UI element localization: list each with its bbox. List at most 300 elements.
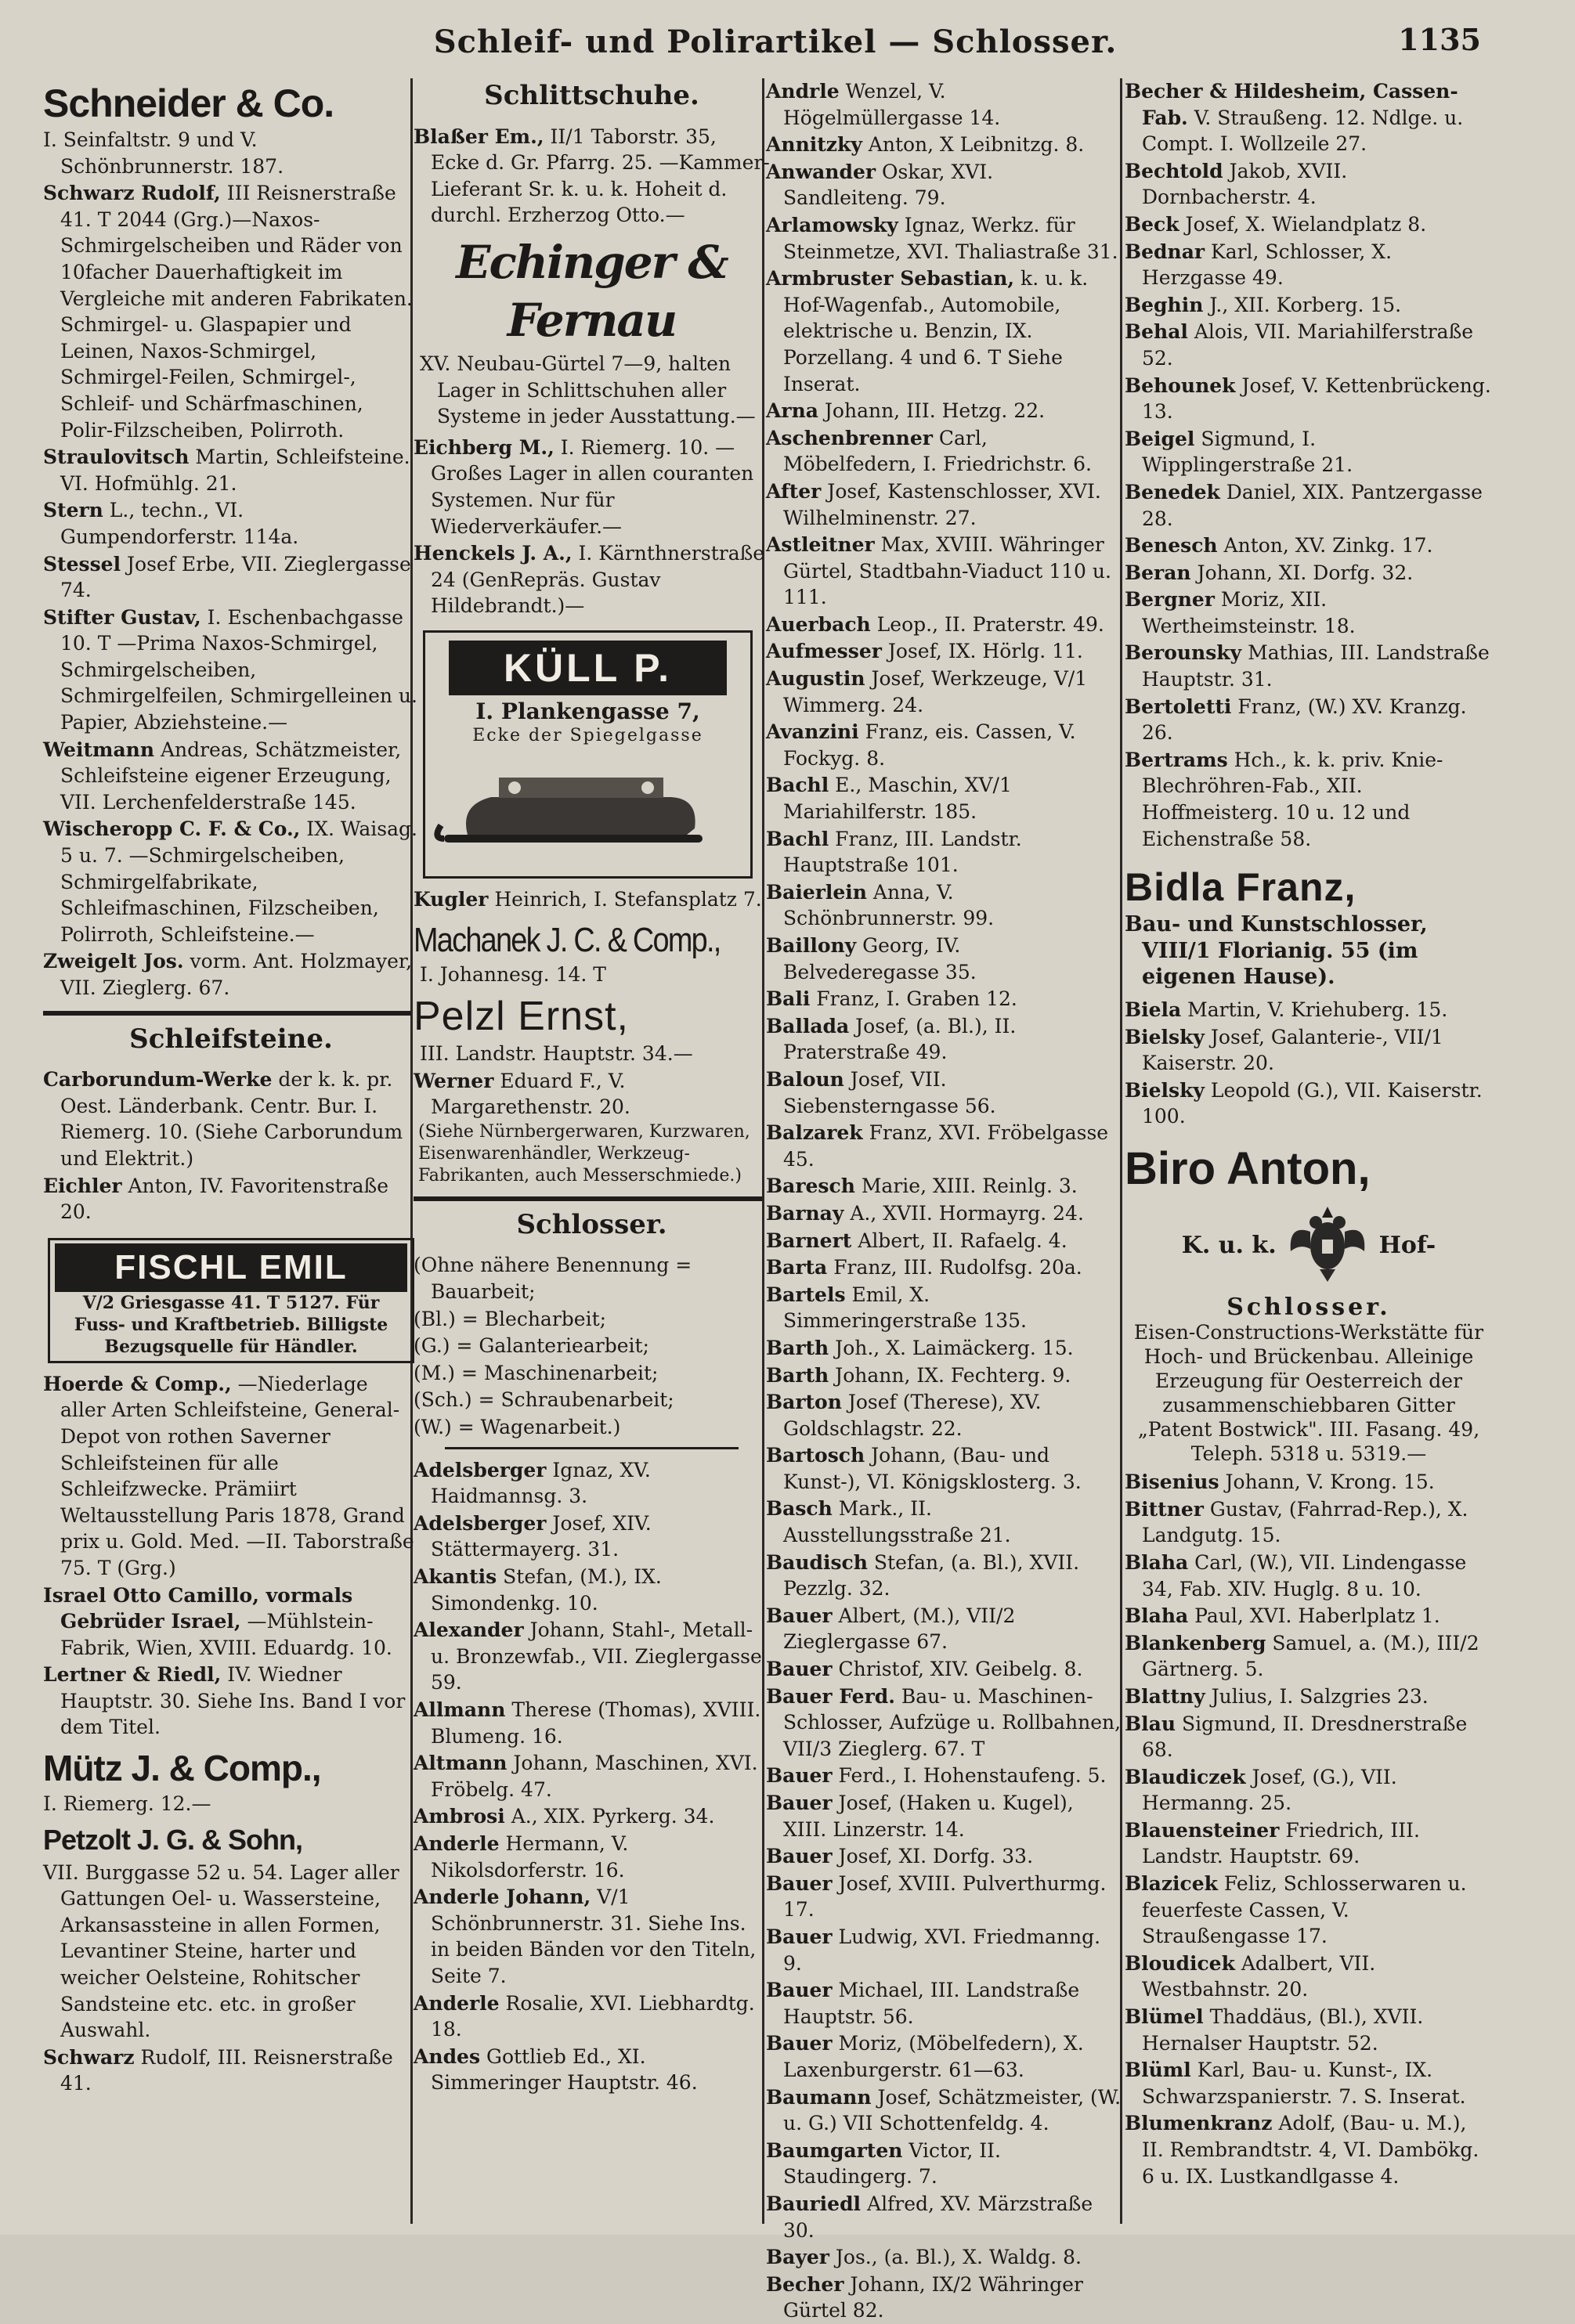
entry-name: Eichler [43, 1174, 122, 1197]
entry-name: Altmann [414, 1752, 508, 1775]
directory-entry [1125, 1683, 1493, 1710]
directory-entry [766, 2138, 1122, 2190]
entry-name: Schwarz [43, 2045, 135, 2069]
directory-entry [1125, 2110, 1493, 2189]
directory-entry [766, 1066, 1122, 1119]
entry-text: Gottlieb Ed., XI. Simmeringer Hauptstr. 46. [431, 2044, 698, 2095]
entry-name: Barth [766, 1336, 829, 1359]
directory-entry [414, 1510, 770, 1563]
entry-text: V/1 Schönbrunnerstr. 31. Siehe Ins. in beiden Bänden vor den Titeln, Seite 7. [431, 1886, 757, 1987]
directory-entry [1125, 1630, 1493, 1683]
entry-name: Blaha [1125, 1550, 1189, 1574]
entry-name: Stifter Gustav, [43, 605, 201, 629]
directory-entry [766, 1871, 1122, 1923]
entry-name: Bergner [1125, 588, 1215, 612]
ad-biro-hof: Hof- [1378, 1231, 1436, 1259]
entry-text: der k. k. pr. Oest. Länderbank. Centr. Bur. I. Riemerg. 10. (Siehe Carborundum und Elektrit.) [60, 1068, 403, 1170]
entry-text: Paul, XVI. Haberlplatz 1. [1188, 1604, 1440, 1628]
directory-entry [43, 497, 419, 550]
directory-entry [1125, 1496, 1493, 1549]
directory-entry [43, 1371, 419, 1582]
entry-text: Heinrich, I. Stefansplatz 7. [488, 887, 762, 911]
directory-entry [1125, 319, 1493, 371]
entry-name: Anwander [766, 160, 876, 183]
entry-text: Sigmund, I. Wipplingerstraße 21. [1142, 427, 1353, 477]
directory-entry [766, 478, 1122, 531]
entry-name: Beck [1125, 212, 1179, 236]
entry-name: Barton [766, 1391, 842, 1414]
entry-name: Bayer [766, 2246, 829, 2269]
divider [445, 1447, 739, 1449]
ad-echinger-text: XV. Neubau-Gürtel 7—9, halten Lager in Schlittschuhen aller Systeme in jeder Ausstattung.— [420, 352, 756, 428]
entry-text: Johann, IX/2 Währinger Gürtel 82. [783, 2272, 1083, 2322]
entry-text: Franz, III. Landstr. Hauptstraße 101. [783, 827, 1022, 877]
entry-text: Rudolf, III. Reisnerstraße 41. [60, 2045, 393, 2095]
entry-text: Karl, Bau- u. Kunst-, IX. Schwarzspanierstr. 7. S. Inserat. [1142, 2059, 1466, 2108]
entry-text: V. Straußeng. 12. Ndlge. u. Compt. I. Wollzeile 27. [1142, 106, 1464, 156]
entry-text: Franz, XVI. Fröbelgasse 45. [783, 1121, 1109, 1171]
double-eagle-icon [1284, 1200, 1371, 1293]
directory-entry [766, 666, 1122, 718]
page-header [0, 17, 1575, 72]
entry-text: Alfred, XV. Märzstraße 30. [783, 2192, 1093, 2242]
entry-name: Armbruster Sebastian, [766, 267, 1015, 290]
directory-entry [1125, 1550, 1493, 1602]
directory-entry [766, 1550, 1122, 1602]
entry-text: Carl, Möbelfedern, I. Friedrichstr. 6. [783, 426, 1092, 476]
entry-list [1125, 997, 1493, 1130]
entry-text: Anton, XV. Zinkg. 17. [1217, 534, 1433, 558]
legend-line: (Ohne nähere Benennung = Bauarbeit; [414, 1254, 692, 1304]
entry-text: Stefan, (M.), IX. Simondenkg. 10. [431, 1565, 662, 1615]
entry-name: Weitmann [43, 738, 154, 761]
entry-text: Josef, VII. Siebensterngasse 56. [783, 1067, 996, 1117]
entry-name: Behal [1125, 320, 1188, 344]
directory-entry [766, 1843, 1122, 1870]
directory-entry [766, 425, 1122, 478]
entry-list [766, 78, 1122, 2324]
entry-text: Stefan, (a. Bl.), XVII. Pezzlg. 32. [783, 1550, 1080, 1600]
directory-entry [1125, 158, 1493, 211]
directory-entry [766, 1656, 1122, 1683]
entry-text: Anton, X Leibnitzg. 8. [862, 133, 1085, 157]
entry-name: Alexander [414, 1618, 524, 1642]
entry-text: Eduard F., V. Margarethenstr. 20. [431, 1069, 630, 1119]
directory-entry [414, 124, 770, 229]
entry-text: Josef, XIV. Stättermayerg. 31. [431, 1511, 652, 1561]
entry-name: Hoerde & Comp., [43, 1372, 232, 1395]
entry-name: Allmann [414, 1698, 506, 1721]
directory-entry [766, 1603, 1122, 1655]
entry-text: Anna, V. Schönbrunnerstr. 99. [783, 880, 995, 930]
legend-line: (Sch.) = Schraubenarbeit; [414, 1388, 674, 1412]
entry-text: Rosalie, XVI. Liebhardtg. 18. [431, 1991, 755, 2041]
entry-text: Alois, VII. Mariahilferstraße 52. [1142, 320, 1474, 370]
directory-entry [43, 948, 419, 1001]
ad-bidla-text: Bau- und Kunstschlosser, VIII/1 Florianig. 55 (im eigenen Hause). [1125, 912, 1428, 990]
directory-entry [1125, 532, 1493, 559]
entry-name: Basch [766, 1497, 833, 1521]
directory-entry [43, 1582, 419, 1662]
entry-text: Johann, IX. Fechterg. 9. [829, 1363, 1071, 1387]
directory-entry [766, 826, 1122, 879]
directory-entry [766, 1389, 1122, 1442]
entry-name: Beran [1125, 561, 1191, 584]
entry-text: Mathias, III. Landstraße Hauptstr. 31. [1142, 641, 1490, 691]
entry-name: Zweigelt Jos. [43, 950, 184, 973]
entry-name: Bittner [1125, 1497, 1204, 1521]
directory-entry [766, 879, 1122, 932]
entry-list [414, 435, 770, 619]
entry-text: Jos., (a. Bl.), X. Waldg. 8. [829, 2246, 1082, 2269]
entry-text: I. Eschenbachgasse 10. T —Prima Naxos-Schmirgel, Schmirgelscheiben, Schmirgelfeilen, Schmirgelleinen u. Papier, Abziehsteine.— [60, 605, 417, 734]
ad-fischl-name: FISCHL EMIL [55, 1243, 407, 1292]
entry-name: Barnay [766, 1201, 844, 1225]
entry-name: Stessel [43, 552, 121, 576]
entry-name: Bednar [1125, 240, 1205, 263]
entry-text: Johann, Stahl-, Metall- u. Bronzewfab., VII. Zieglergasse 59. [431, 1618, 762, 1694]
directory-entry [1125, 1711, 1493, 1763]
ad-machanek-name: Machanek J. C. & Comp., [414, 920, 721, 959]
entry-name: Blümel [1125, 2005, 1204, 2029]
directory-entry [43, 1662, 419, 1741]
entry-text: III Reisnerstraße 41. T 2044 (Grg.)—Naxos-Schmirgelscheiben und Räder von 10facher Dauerhaftigkeit im Vergleiche mit anderen Fabrikaten. Schmirgel- u. Glaspapier und Leinen, Naxos-Schmirgel, Schmirgel-Feilen, Schmirgel-, Schleif- und Schärfmaschinen, Polir-Filzscheiben, Polirroth. [60, 182, 413, 442]
directory-entry [1125, 426, 1493, 478]
page-number: 1135 [1398, 22, 1481, 57]
entry-name: Bielsky [1125, 1025, 1205, 1048]
entry-name: Wischeropp C. F. & Co., [43, 817, 301, 841]
directory-entry [766, 1120, 1122, 1172]
directory-entry [766, 2191, 1122, 2243]
entry-list [414, 1068, 770, 1120]
skate-illustration [436, 750, 739, 872]
entry-name: Ambrosi [414, 1805, 505, 1828]
entry-text: Martin, V. Kriehuberg. 15. [1181, 998, 1448, 1021]
directory-entry [766, 2084, 1122, 2137]
entry-name: Adelsberger [414, 1458, 547, 1481]
entry-name: Andes [414, 2044, 481, 2068]
entry-text: IX. Waisag. 5 u. 7. —Schmirgelscheiben, Schmirgelfabrikate, Schleifmaschinen, Filzscheiben, Polirroth, Schleifsteine.— [60, 817, 417, 946]
entry-text: Joh., X. Laimäckerg. 15. [829, 1336, 1074, 1359]
entry-text: vorm. Ant. Holzmayer, VII. Zieglerg. 67. [60, 950, 413, 999]
divider [43, 1011, 411, 1016]
entry-name: Baumgarten [766, 2138, 903, 2162]
entry-text: Johann, V. Krong. 15. [1219, 1471, 1435, 1494]
directory-entry [766, 532, 1122, 611]
section-heading-schlosser: Schlosser. [516, 1208, 667, 1240]
directory-entry [43, 180, 419, 443]
directory-entry [414, 1068, 770, 1120]
directory-entry [414, 435, 770, 540]
directory-entry [1125, 2057, 1493, 2109]
entry-text: Ignaz, Werkz. für Steinmetze, XVI. Thaliastraße 31. [783, 213, 1118, 263]
directory-entry [414, 1457, 770, 1510]
directory-entry [414, 2044, 770, 2096]
entry-name: Blaudiczek [1125, 1765, 1246, 1788]
entry-name: Stern [43, 499, 103, 522]
entry-name: Barth [766, 1363, 829, 1387]
entry-name: Bloudicek [1125, 1951, 1235, 1975]
directory-entry [414, 1617, 770, 1696]
ad-pelzl-name: Pelzl Ernst, [414, 994, 629, 1040]
directory-entry [1125, 292, 1493, 319]
entry-text: Daniel, XIX. Pantzergasse 28. [1142, 480, 1483, 530]
entry-name: After [766, 479, 822, 503]
entry-name: Becher & Hildesheim, Cassen-Fab. [1125, 80, 1458, 129]
directory-entry [766, 212, 1122, 265]
entry-text: Leopold (G.), VII. Kaiserstr. 100. [1142, 1078, 1483, 1128]
entry-text: Gustav, (Fahrrad-Rep.), X. Landgutg. 15. [1142, 1497, 1468, 1547]
ad-fischl-text: V/2 Griesgasse 41. T 5127. Für Fuss- und Kraftbetrieb. Billigste Bezugsquelle für Händler. [74, 1292, 388, 1357]
entry-name: Blumenkranz [1125, 2112, 1273, 2135]
entry-text: Leop., II. Praterstr. 49. [870, 612, 1104, 636]
entry-text: IV. Wiedner Hauptstr. 30. Siehe Ins. Band I vor dem Titel. [60, 1663, 406, 1739]
directory-entry [1125, 694, 1493, 746]
entry-text: Moriz, XII. Wertheimsteinstr. 18. [1142, 588, 1356, 637]
entry-text: Josef, Schätzmeister, (W. u. G.) VII Schottenfeldg. 4. [783, 2085, 1122, 2135]
entry-text: Franz, I. Graben 12. [810, 987, 1017, 1011]
entry-text: Josef, XI. Dorfg. 33. [832, 1845, 1034, 1868]
directory-entry [414, 886, 770, 913]
entry-text: Georg, IV. Belvederegasse 35. [783, 934, 977, 983]
entry-text: Mark., II. Ausstellungsstraße 21. [783, 1497, 1011, 1547]
entry-text: Feliz, Schlosserwaren u. feuerfeste Cassen, V. Straußengasse 17. [1142, 1872, 1467, 1948]
directory-entry [1125, 479, 1493, 532]
entry-name: Benedek [1125, 480, 1220, 503]
directory-entry [414, 1697, 770, 1749]
directory-entry [1125, 239, 1493, 291]
entry-name: Beigel [1125, 427, 1195, 450]
entry-name: Balzarek [766, 1121, 863, 1145]
directory-entry [766, 1335, 1122, 1362]
entry-name: Auerbach [766, 612, 871, 636]
directory-entry [766, 719, 1122, 771]
page-title: Schleif- und Polirartikel — Schlosser. [433, 23, 1118, 60]
directory-entry [766, 1790, 1122, 1842]
legend-line: (Bl.) = Blecharbeit; [414, 1307, 607, 1330]
entry-text: Hermann, V. Nikolsdorferstr. 16. [431, 1831, 629, 1882]
entry-name: Lertner & Riedl, [43, 1663, 222, 1687]
entry-text: A., XIX. Pyrkerg. 34. [504, 1805, 715, 1828]
ad-petzolt-name: Petzolt J. G. & Sohn, [43, 1823, 303, 1856]
entry-text: Josef, IX. Hörlg. 11. [881, 640, 1083, 663]
entry-text: Emil, X. Simmeringerstraße 135. [783, 1283, 1027, 1333]
ad-kuell-corner: Ecke der Spiegelgasse [472, 725, 703, 745]
entry-name: Barta [766, 1256, 828, 1279]
ad-kuell-address: I. Plankengasse 7, [475, 698, 700, 724]
entry-name: Blaßer Em., [414, 125, 544, 148]
column-4 [1125, 78, 1493, 2224]
column-2 [414, 78, 770, 2224]
entry-text: II/1 Taborstr. 35, Ecke d. Gr. Pfarrg. 25. —Kammer-Lieferant Sr. k. u. k. Hoheit d. durchl. Erzherzog Otto.— [431, 125, 770, 227]
entry-name: Bauer [766, 1658, 833, 1681]
directory-entry [43, 444, 419, 496]
entry-name: Ballada [766, 1014, 850, 1038]
entry-name: Anderle [414, 1991, 500, 2015]
directory-entry [1125, 2004, 1493, 2056]
entry-name: Biela [1125, 998, 1182, 1021]
directory-entry [43, 551, 419, 604]
entry-text: Franz, III. Rudolfsg. 20a. [827, 1256, 1082, 1279]
entry-name: Andrle [766, 80, 840, 103]
directory-entry [766, 1763, 1122, 1789]
entry-text: Anton, IV. Favoritenstraße 20. [60, 1174, 389, 1224]
directory-entry [414, 540, 770, 619]
entry-text: A., XVII. Hormayrg. 24. [843, 1201, 1084, 1225]
entry-text: Josef, Werkzeuge, V/1 Wimmerg. 24. [783, 667, 1088, 716]
directory-entry [43, 1173, 419, 1225]
entry-text: Friedrich, III. Landstr. Hauptstr. 69. [1142, 1818, 1420, 1868]
entry-name: Behounek [1125, 374, 1236, 397]
section-heading-schlittschuhe: Schlittschuhe. [484, 80, 699, 111]
entry-name: Beghin [1125, 293, 1204, 316]
entry-text: k. u. k. Hof-Wagenfab., Automobile, elektrische u. Benzin, IX. Porzellang. 4 und 6. T Siehe Inserat. [783, 267, 1089, 395]
entry-name: Bisenius [1125, 1471, 1219, 1494]
entry-text: Josef, Kastenschlosser, XVI. Wilhelminenstr. 27. [783, 479, 1101, 529]
column-3 [766, 78, 1122, 2322]
directory-entry [766, 2244, 1122, 2271]
entry-text: Franz, (W.) XV. Kranzg. 26. [1142, 695, 1467, 745]
entry-name: Bauer [766, 1764, 833, 1788]
directory-entry [43, 2044, 419, 2097]
entry-name: Bechtold [1125, 159, 1223, 182]
entry-name: Schwarz Rudolf, [43, 182, 221, 205]
directory-entry [1125, 1077, 1493, 1130]
directory-entry [766, 1683, 1122, 1763]
entry-text: —Mühlstein-Fabrik, Wien, XVIII. Eduardg. 10. [60, 1610, 392, 1659]
entry-text: Ignaz, XV. Haidmannsg. 3. [431, 1458, 651, 1508]
entry-name: Bertrams [1125, 748, 1228, 771]
entry-text: J., XII. Korberg. 15. [1203, 293, 1402, 316]
entry-text: Marie, XIII. Reinlg. 3. [854, 1175, 1078, 1198]
entry-text: Carl, (W.), VII. Lindengasse 34, Fab. XIV. Huglg. 8 u. 10. [1142, 1550, 1467, 1600]
directory-entry [766, 1977, 1122, 2030]
entry-name: Henckels J. A., [414, 542, 573, 565]
directory-entry [766, 78, 1122, 131]
note-werner: (Siehe Nürnbergerwaren, Kurzwaren, Eisenwarenhändler, Werkzeug-Fabrikanten, auch Messerschmiede.) [418, 1121, 750, 1185]
directory-entry [414, 1803, 770, 1830]
entry-name: Bauer [766, 1845, 833, 1868]
entry-name: Bauriedl [766, 2192, 862, 2215]
entry-text: Josef, (a. Bl.), II. Praterstraße 49. [783, 1014, 1017, 1064]
entry-text: Albert, II. Rafaelg. 4. [851, 1229, 1067, 1252]
entry-name: Bauer [766, 1792, 833, 1814]
entry-name: Bauer Ferd. [766, 1684, 895, 1708]
entry-name: Blüml [1125, 2059, 1191, 2082]
entry-name: Blaha [1125, 1604, 1189, 1628]
entry-text: Josef, V. Kettenbrückeng. 13. [1142, 374, 1491, 424]
ad-kuell-name: KÜLL P. [449, 641, 727, 695]
ad-schneider-address: I. Seinfaltstr. 9 und V. Schönbrunnerstr. 187. [43, 128, 284, 178]
directory-entry [1125, 211, 1493, 238]
entry-name: Straulovitsch [43, 446, 190, 469]
entry-list [43, 1371, 419, 1741]
directory-entry [414, 1564, 770, 1616]
entry-text: Therese (Thomas), XVIII. Blumeng. 16. [431, 1698, 761, 1748]
entry-name: Blankenberg [1125, 1631, 1266, 1655]
directory-entry [1125, 586, 1493, 639]
entry-name: Berounsky [1125, 641, 1242, 665]
entry-text: Ludwig, XVI. Friedmanng. 9. [783, 1925, 1101, 1975]
entry-text: Johann, III. Hetzg. 22. [818, 399, 1046, 423]
directory-entry [766, 1254, 1122, 1281]
directory-entry [43, 816, 419, 947]
entry-name: Akantis [414, 1565, 497, 1588]
entry-text: Max, XVIII. Währinger Gürtel, Stadtbahn-Viaduct 110 u. 111. [783, 533, 1111, 609]
directory-entry [766, 1173, 1122, 1200]
entry-name: Blauensteiner [1125, 1818, 1280, 1842]
entry-text: Wenzel, V. Högelmüllergasse 14. [783, 80, 1001, 129]
directory-entry [43, 1066, 419, 1171]
entry-list [43, 180, 419, 1001]
entry-text: Karl, Schlosser, X. Herzgasse 49. [1142, 240, 1393, 290]
entry-text: Josef, XVIII. Pulverthurmg. 17. [783, 1871, 1107, 1922]
entry-text: E., Maschin, XV/1 Mariahilferstr. 185. [783, 774, 1012, 824]
entry-name: Baierlein [766, 880, 867, 904]
entry-name: Bauer [766, 1925, 833, 1948]
directory-entry [766, 986, 1122, 1012]
entry-text: Hch., k. k. priv. Knie-Blechröhren-Fab., XII. Hoffmeisterg. 10 u. 12 und Eichenstraße 58. [1142, 748, 1443, 850]
entry-list [1125, 78, 1493, 852]
entry-text: Christof, XIV. Geibelg. 8. [832, 1658, 1083, 1681]
entry-name: Israel Otto Camillo, vormals Gebrüder Israel, [43, 1583, 353, 1633]
directory-entry [766, 2272, 1122, 2324]
ad-bidla-name: Bidla Franz, [1125, 865, 1356, 910]
entry-text: Josef, (G.), VII. Hermanng. 25. [1142, 1765, 1397, 1815]
directory-entry [1125, 1024, 1493, 1077]
directory-entry [766, 1924, 1122, 1976]
entry-name: Arlamowsky [766, 213, 898, 236]
section-heading-schleifsteine: Schleifsteine. [129, 1023, 333, 1055]
entry-list [43, 2044, 419, 2097]
entry-name: Baloun [766, 1067, 844, 1091]
entry-text: Franz, eis. Cassen, V. Fockyg. 8. [783, 720, 1076, 770]
divider [414, 1196, 762, 1201]
directory-entry [1125, 1603, 1493, 1629]
entry-name: Annitzky [766, 133, 862, 157]
directory-entry [766, 1228, 1122, 1254]
directory-entry [43, 737, 419, 816]
directory-entry [414, 1750, 770, 1803]
ad-pelzl-address: III. Landstr. Hauptstr. 34.— [420, 1042, 693, 1066]
entry-name: Avanzini [766, 720, 859, 744]
entry-list [1125, 1469, 1493, 2189]
directory-entry [766, 265, 1122, 397]
directory-entry [766, 1442, 1122, 1495]
entry-text: Bau- u. Maschinen-Schlosser, Aufzüge u. Rollbahnen, VII/3 Zieglerg. 67. T [783, 1684, 1122, 1760]
ad-fischl [48, 1238, 414, 1363]
entry-text: I. Riemerg. 10. —Großes Lager in allen couranten Systemen. Nur für Wiederverkäufer.— [431, 435, 754, 538]
ad-petzolt-text: VII. Burggasse 52 u. 54. Lager aller Gattungen Oel- u. Wassersteine, Arkansassteine in allen Formen, Levantiner Steine, harter und weicher Oelsteine, Rohitscher Sandsteine etc. etc. in großer Auswahl. [43, 1860, 399, 2042]
entry-name: Baumann [766, 2085, 872, 2109]
directory-entry [1125, 1817, 1493, 1870]
entry-text: Adolf, (Bau- u. M.), II. Rembrandtstr. 4, VI. Dambökg. 6 u. IX. Lustkandlgasse 4. [1142, 2112, 1479, 2188]
entry-name: Becher [766, 2272, 844, 2296]
entry-text: Albert, (M.), VII/2 Zieglergasse 67. [783, 1604, 1016, 1654]
directory-entry [766, 1013, 1122, 1066]
entry-text: Martin, Schleifsteine. VI. Hofmühlg. 21. [60, 446, 410, 495]
directory-entry [766, 772, 1122, 825]
entry-name: Blattny [1125, 1684, 1205, 1708]
directory-entry [766, 1362, 1122, 1389]
entry-name: Baillony [766, 934, 857, 957]
directory-entry [766, 612, 1122, 638]
abbreviation-legend [414, 1252, 770, 1440]
directory-entry [1125, 1469, 1493, 1496]
entry-name: Arna [766, 399, 818, 423]
entry-name: Anderle [414, 1831, 500, 1855]
entry-text: I. Kärnthnerstraße 24 (GenRepräs. Gustav Hildebrandt.)— [431, 542, 765, 618]
